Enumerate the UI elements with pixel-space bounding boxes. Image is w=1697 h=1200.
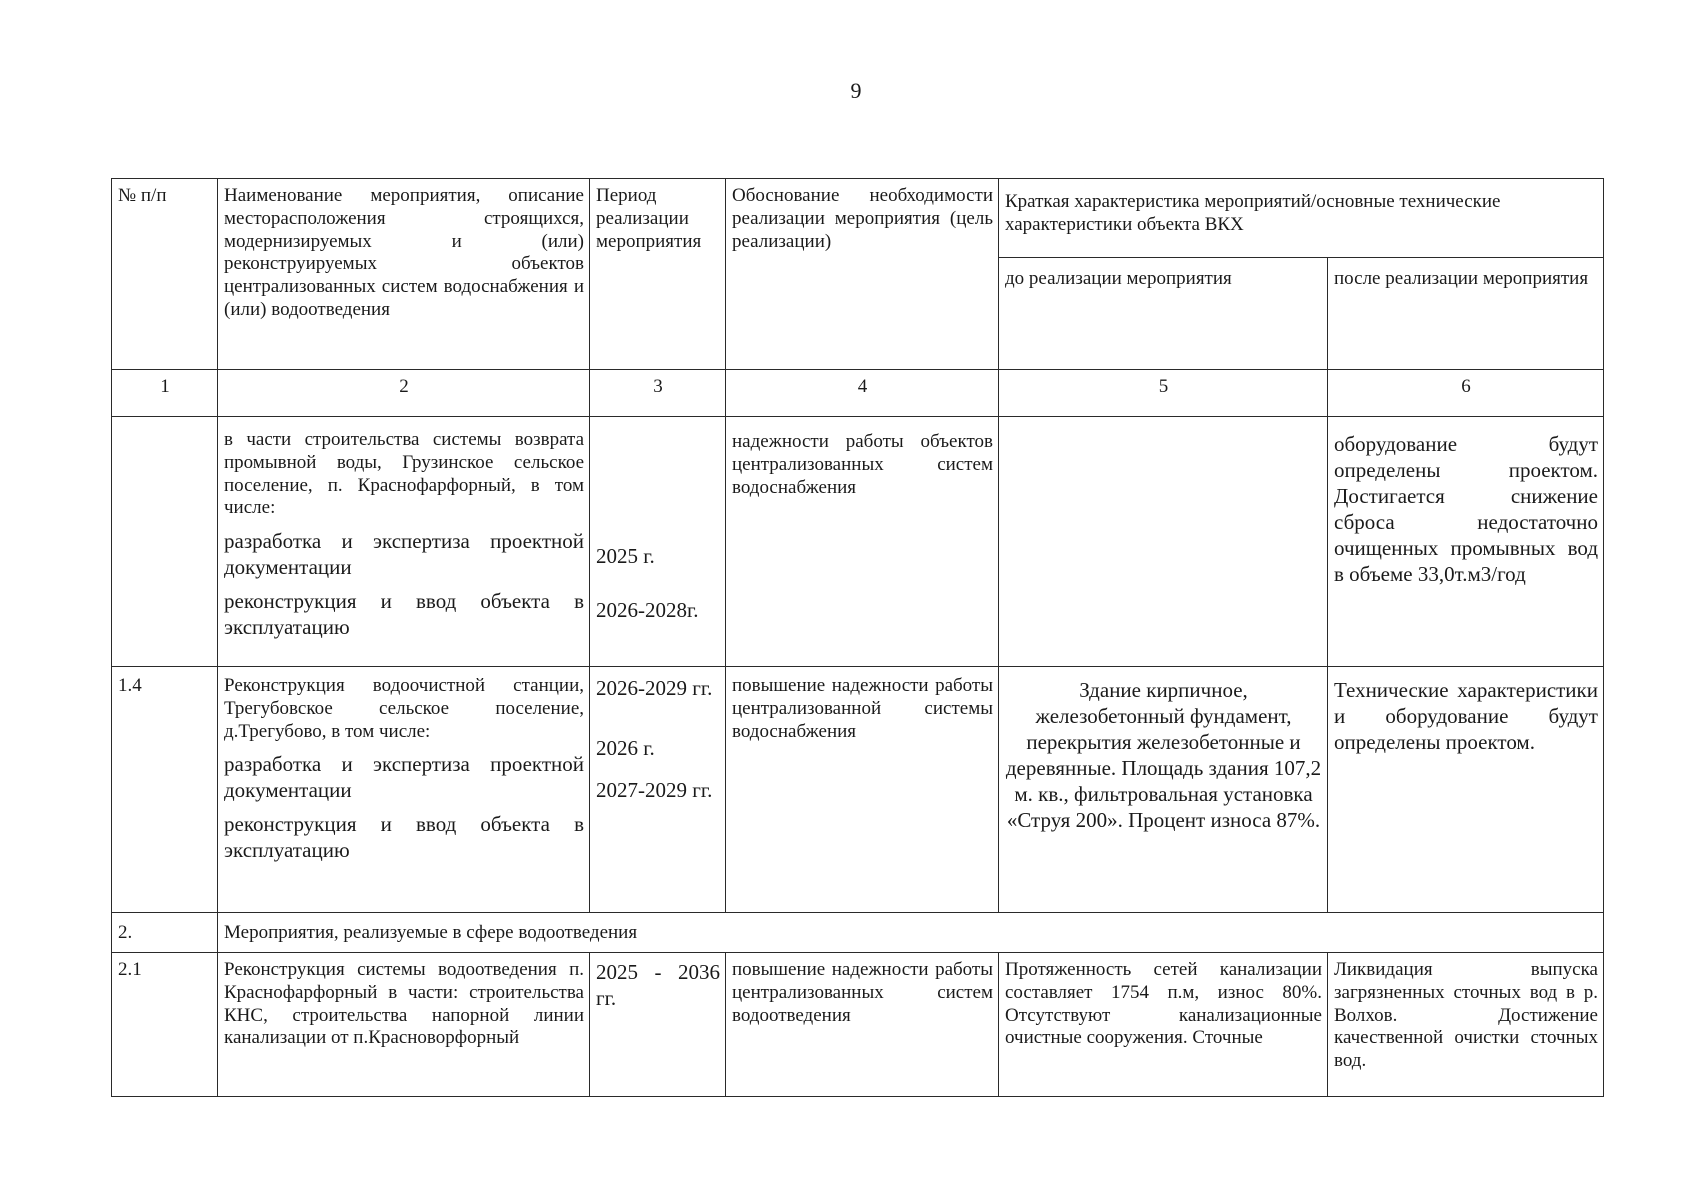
page-number: 9 [850,78,862,103]
row-description-cell [218,667,590,913]
column-number: 5 [999,370,1328,417]
header-name: Наименование мероприятия, описание месторасположения строящихся, модернизируемых и (или) реконструируемых объектов централизованных систем водоснабжения и (или) водоотведения [218,179,590,370]
row-number: 2. [112,913,218,953]
row-reason: повышение надежности работы централизованной системы водоснабжения [726,667,999,913]
row-before: Протяженность сетей канализации составляет 1754 п.м, износ 80%. Отсутствуют канализационные очистные сооружения. Сточные [999,953,1328,1097]
section-row [112,913,1604,953]
row-period-design: 2025 г. [596,544,655,568]
row-subitem-construction: реконструкция и ввод объекта в эксплуатацию [224,589,584,640]
table-header-row [112,179,1604,258]
header-before: до реализации мероприятия [999,258,1328,370]
row-period: 2025 - 2036 гг. [590,953,726,1097]
row-description: Реконструкция системы водоотведения п. Краснофарфорный в части: строительства КНС, строительства напорной линии канализации от п.Красноворфорный [218,953,590,1097]
column-number-row [112,370,1604,417]
row-number: 2.1 [112,953,218,1097]
row-reason: повышение надежности работы централизованных систем водоотведения [726,953,999,1097]
header-after: после реализации мероприятия [1328,258,1604,370]
table-row [112,953,1604,1097]
row-period-total: 2026-2029 гг. [596,676,713,700]
row-subitem-design: разработка и экспертиза проектной документации [224,752,584,803]
row-before [999,417,1328,667]
row-description-cell [218,417,590,667]
row-after: Ликвидация выпуска загрязненных сточных вод в р. Волхов. Достижение качественной очистки сточных вод. [1328,953,1604,1097]
row-description: в части строительства системы возврата промывной воды, Грузинское сельское поселение, п. Краснофарфорный, в том числе: [224,429,584,519]
row-subitem-design: разработка и экспертиза проектной документации [224,529,584,580]
row-description: Реконструкция водоочистной станции, Трегубовское сельское поселение, д.Трегубово, в том числе: [224,675,584,742]
table-row [112,417,1604,667]
row-period-cell [590,667,726,913]
row-subitem-construction: реконструкция и ввод объекта в эксплуатацию [224,812,584,863]
row-period-construction: 2026-2028г. [596,598,699,623]
row-reason: надежности работы объектов централизованных систем водоснабжения [726,417,999,667]
measures-table [111,178,1604,1097]
column-number: 1 [112,370,218,417]
column-number: 3 [590,370,726,417]
row-after: Технические характеристики и оборудование будут определены проектом. [1328,667,1604,913]
header-num: № п/п [112,179,218,370]
section-title: Мероприятия, реализуемые в сфере водоотведения [218,913,1604,953]
row-number [112,417,218,667]
column-number: 4 [726,370,999,417]
row-before: Здание кирпичное, железобетонный фундамент, перекрытия железобетонные и деревянные. Площадь здания 107,2 м. кв., фильтровальная установка «Струя 200». Процент износа 87%. [999,667,1328,913]
header-reason: Обоснование необходимости реализации мероприятия (цель реализации) [726,179,999,370]
row-period-construction: 2027-2029 гг. [596,778,713,803]
column-number: 2 [218,370,590,417]
header-period: Период реализации мероприятия [590,179,726,370]
table-row [112,667,1604,913]
column-number: 6 [1328,370,1604,417]
row-period-cell [590,417,726,667]
header-characteristics: Краткая характеристика мероприятий/основные технические характеристики объекта ВКХ [999,179,1604,258]
row-after: оборудование будут определены проектом. Достигается снижение сброса недостаточно очищенных промывных вод в объеме 33,0т.м3/год [1328,417,1604,667]
row-number: 1.4 [112,667,218,913]
row-period-design: 2026 г. [596,736,655,761]
